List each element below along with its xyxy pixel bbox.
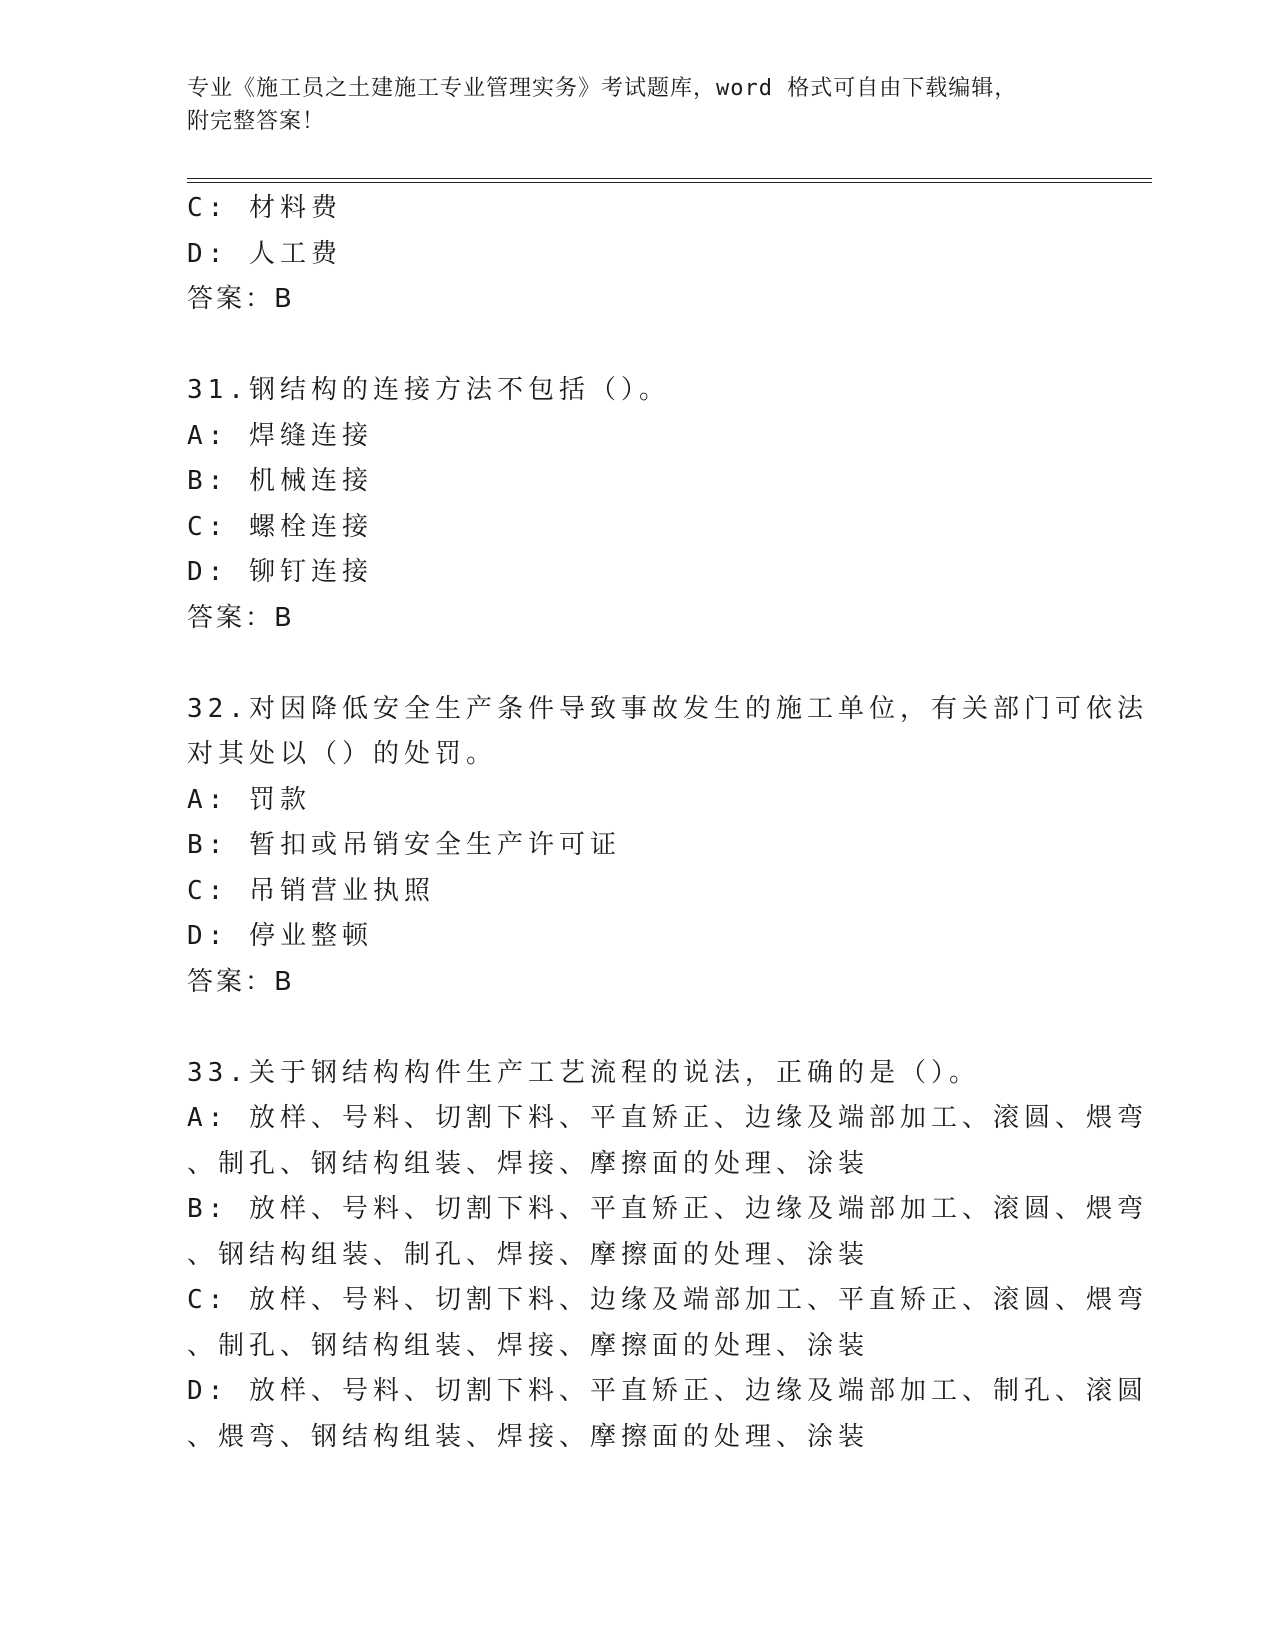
option-line: 、钢结构组装、制孔、焊接、摩擦面的处理、涂装 (187, 1239, 870, 1270)
option-line: C: 材料费 (187, 193, 342, 223)
option-line: C: 吊销营业执照 (187, 875, 435, 906)
header-line-1: 专业《施工员之土建施工专业管理实务》考试题库，word 格式可自由下载编辑， (187, 76, 1018, 101)
option-line: 、煨弯、钢结构组装、焊接、摩擦面的处理、涂装 (187, 1421, 870, 1452)
option-line: A: 焊缝连接 (187, 420, 373, 451)
option-line: D: 放样、号料、切割下料、平直矫正、边缘及端部加工、制孔、滚圆 (187, 1376, 1148, 1406)
option-line: 、制孔、钢结构组装、焊接、摩擦面的处理、涂装 (187, 1148, 870, 1179)
question-stem: 31.钢结构的连接方法不包括（）。 (187, 375, 670, 405)
option-line: B: 机械连接 (187, 466, 373, 496)
option-line: D: 人工费 (187, 238, 342, 269)
option-line: C: 螺栓连接 (187, 511, 373, 542)
answer-line: 答案：B (187, 602, 295, 633)
spacer (187, 641, 1087, 687)
header-double-rule (187, 178, 1152, 183)
spacer (187, 1005, 1087, 1051)
option-line: B: 暂扣或吊销安全生产许可证 (187, 830, 621, 860)
option-line: C: 放样、号料、切割下料、边缘及端部加工、平直矫正、滚圆、煨弯 (187, 1285, 1148, 1315)
question-stem: 33.关于钢结构构件生产工艺流程的说法，正确的是（）。 (187, 1057, 980, 1088)
option-line: D: 铆钉连接 (187, 557, 373, 587)
option-line: D: 停业整顿 (187, 921, 373, 951)
answer-line: 答案：B (187, 284, 295, 314)
header-line-2: 附完整答案！ (187, 109, 326, 134)
option-line: B: 放样、号料、切割下料、平直矫正、边缘及端部加工、滚圆、煨弯 (187, 1194, 1148, 1224)
option-line: 、制孔、钢结构组装、焊接、摩擦面的处理、涂装 (187, 1330, 870, 1361)
document-header (187, 72, 1087, 138)
spacer (187, 323, 1087, 369)
answer-line: 答案：B (187, 966, 295, 997)
option-line: A: 罚款 (187, 784, 311, 815)
document-body (187, 186, 1148, 1460)
question-stem: 32.对因降低安全生产条件导致事故发生的施工单位，有关部门可依法 (187, 693, 1148, 724)
option-line: A: 放样、号料、切割下料、平直矫正、边缘及端部加工、滚圆、煨弯 (187, 1103, 1148, 1133)
question-stem: 对其处以（）的处罚。 (187, 739, 498, 769)
